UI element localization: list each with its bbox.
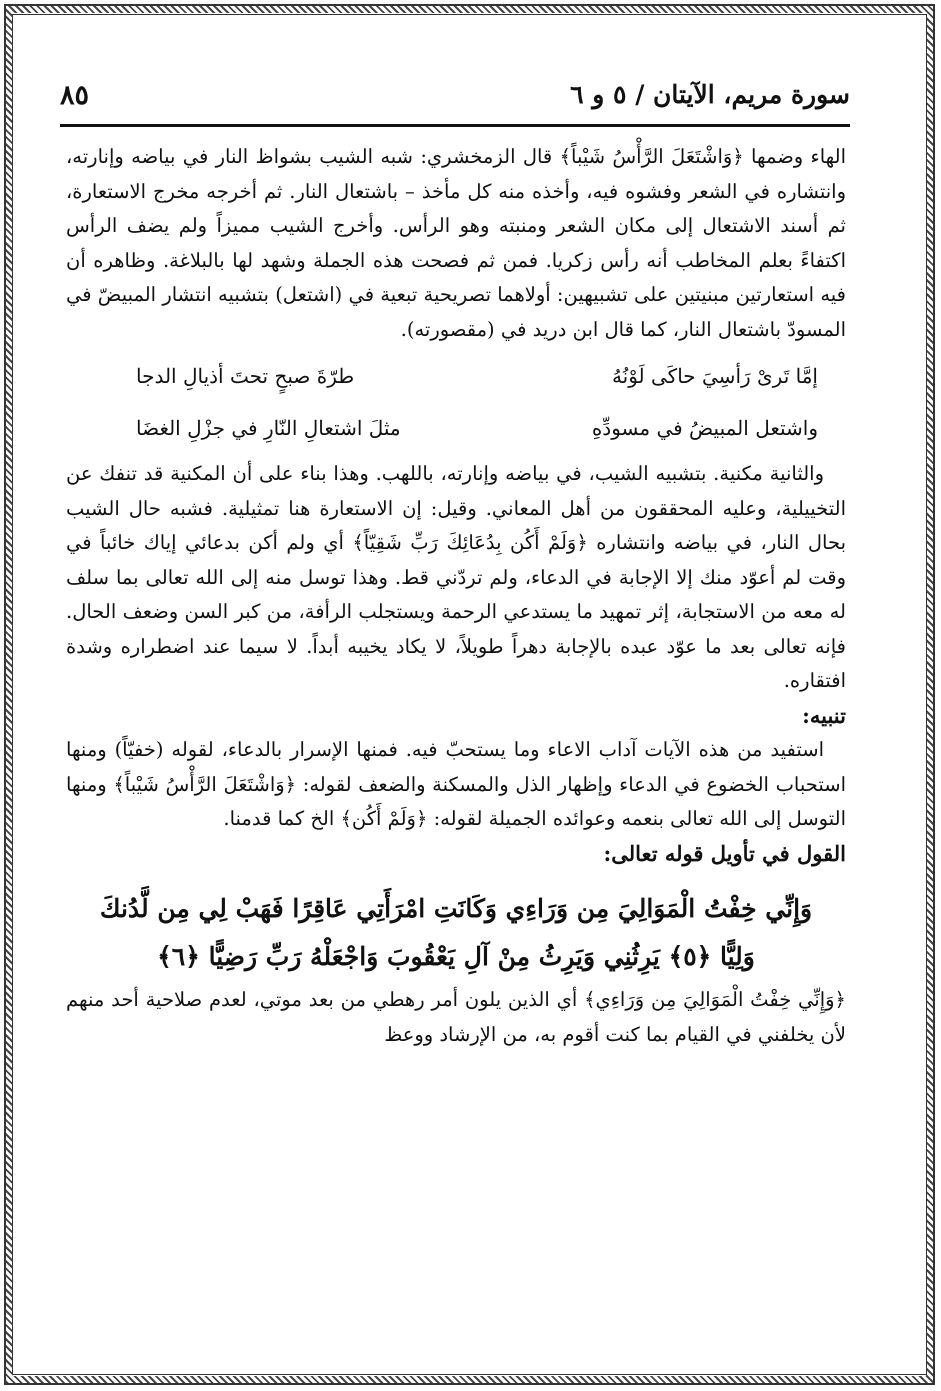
paragraph-4: ﴿وَإِنِّي خِفْتُ الْمَوَالِيَ مِن وَرَاءِي﴾ أي الذين يلون أمر رهطي من بعد موتي، لعدم صلاحية أحد منهم لأن يخلفني في القيام بما كنت أقوم به، من الإرشاد ووعظ xyxy=(66,988,846,1046)
page-body xyxy=(66,140,846,1052)
verse-1-first-hemistich: إمَّا تَرىْ رَأسِيَ حاكَى لَوْنُهُ xyxy=(611,364,818,388)
verse-1-second-hemistich: طرّةَ صبحٍ تحتَ أذيالِ الدجا xyxy=(136,364,355,388)
poem-verse-2 xyxy=(66,405,846,451)
note-heading: تنبيه: xyxy=(802,702,846,728)
paragraph-3: استفيد من هذه الآيات آداب الاعاء وما يستحبّ فيه. فمنها الإسرار بالدعاء، لقوله (خفيّاً) ومنها استحباب الخضوع في الدعاء وإظهار الذل والمسكنة والضعف لقوله: ﴿وَاشْتَعَلَ الرَّأْسُ شَيْباً﴾ ومنها التوسل إلى الله تعالى بنعمه وعوائده الجميلة لقوله: ﴿وَلَمْ أَكُن﴾ الخ كما قدمنا. xyxy=(66,738,846,830)
paragraph-1: الهاء وضمها ﴿وَاشْتَعَلَ الرَّأْسُ شَيْباً﴾ قال الزمخشري: شبه الشيب بشواظ النار في بياضه وإنارته، وانتشاره في الشعر وفشوه فيه، وأخذه منه كل مأخذ – باشتعال النار. ثم أخرجه مخرج الاستعارة، ثم أسند الاشتعال إلى مكان الشعر ومنبته وهو الرأس. وأخرج الشيب مميزاً ولم يضف الرأس اكتفاءً بعلم المخاطب أنه رأس زكريا. فمن ثم فصحت هذه الجملة وشهد لها بالبلاغة. وظاهره أن فيه استعارتين مبنيتين على تشبيهين: أولاهما تصريحية تبعية في (اشتعل) بتشبيه انتشار المبيضّ في المسودّ باشتعال النار، كما قال ابن دريد في (مقصورته). xyxy=(66,145,846,341)
header-rule xyxy=(60,124,850,127)
page-number: ٨٥ xyxy=(60,80,90,111)
verse-2-first-hemistich: واشتعل المبيضُ في مسودِّهِ xyxy=(591,416,818,440)
paragraph-2: والثانية مكنية. بتشبيه الشيب، في بياضه وإنارته، باللهب. وهذا بناء على أن المكنية قد تنفك عن التخييلية، وعليه المحققون من أهل المعاني. وقيل: إن الاستعارة هنا تمثيلية. فشبه حال الشيب بحال النار، في بياضه وانتشاره ﴿وَلَمْ أَكُن بِدُعَائِكَ رَبِّ شَقِيّاً﴾ أي ولم أكن بدعائي إياك خائباً في وقت لم أعوّد منك إلا الإجابة في الدعاء، ولم تردّني قط. وهذا توسل منه إلى الله تعالى بما سلف له معه من الاستجابة، إثر تمهيد ما يستدعي الرحمة ويستجلب الرأفة، من كبر السن وضعف الحال. فإنه تعالى بعد ما عوّد عبده بالإجابة دهراً طويلاً، لا يكاد يخيبه أبداً. لا سيما عند اضطراره وشدة افتقاره. xyxy=(66,462,846,692)
quran-line-2: وَلِيًّا ﴿٥﴾ يَرِثُنِي وَيَرِثُ مِنْ آلِ يَعْقُوبَ وَاجْعَلْهُ رَبِّ رَضِيًّا ﴿٦﴾ xyxy=(157,942,755,971)
poem-verse-1 xyxy=(66,353,846,399)
page-header xyxy=(60,80,850,120)
section-heading: القول في تأويل قوله تعالى: xyxy=(603,840,846,866)
running-title: سورة مريم، الآيتان / ٥ و ٦ xyxy=(570,80,850,109)
verse-2-second-hemistich: مثلَ اشتعالِ النّارِ في جزْلِ الغضَا xyxy=(136,416,401,440)
quran-verses xyxy=(66,885,846,981)
quran-line-1: وَإِنِّي خِفْتُ الْمَوَالِيَ مِن وَرَاءِي وَكَانَتِ امْرَأَتِي عَاقِرًا فَهَبْ لِي مِن لَّدُنكَ xyxy=(99,894,813,923)
